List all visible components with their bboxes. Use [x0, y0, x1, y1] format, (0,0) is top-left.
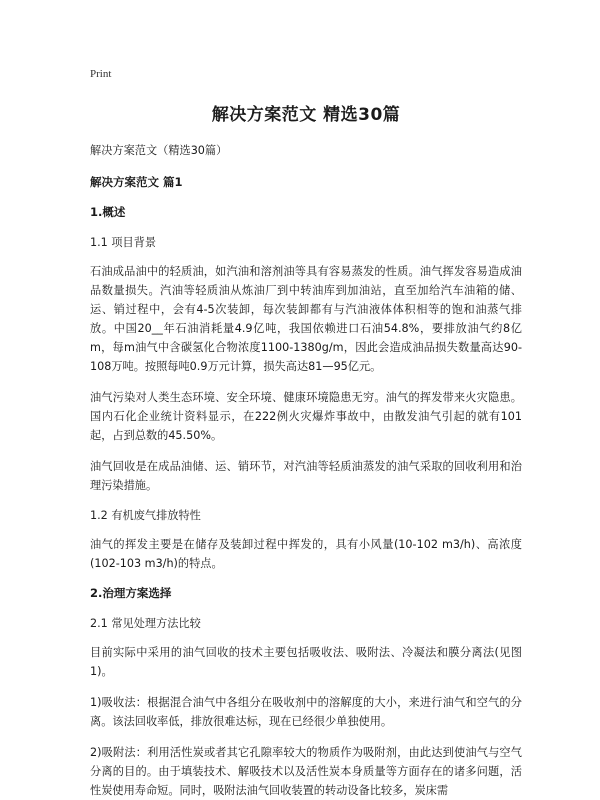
paragraph-1: 石油成品油中的轻质油，如汽油和溶剂油等具有容易蒸发的性质。油气挥发容易造成油品数量损失。汽油等轻质油从炼油厂到中转油库到加油站，直至加给汽车油箱的储、运、销过程中，会有4-5次装卸，每次装卸都有与汽油液体体积相等的饱和油蒸气排放。中国20__年石油消耗量4.9亿吨，我国依赖进口石油54.8%，要排放油气约8亿m，每m油气中含碳氢化合物浓度1100-1380g/m，因此会造成油品损失数量高达90-108万吨。按照每吨0.9万元计算，损失高达81—95亿元。	[90, 265, 522, 373]
heading-emission-characteristics: 1.2 有机废气排放特性	[90, 509, 201, 522]
paragraph-7: 2)吸附法：利用活性炭或者其它孔隙率较大的物质作为吸附剂，由此达到使油气与空气分离的目的。由于填装技术、解吸技术以及活性炭本身质量等方面存在的诸多问题，活性炭使用寿命短。同时，吸附法油气回收装置的转动设备比较多，炭床需	[90, 746, 522, 797]
subtitle: 解决方案范文（精选30篇）	[90, 144, 228, 157]
paragraph-2: 油气污染对人类生态环境、安全环境、健康环境隐患无穷。油气的挥发带来火灾隐患。国内石化企业统计资料显示，在222例火灾爆炸事故中，由散发油气引起的就有101起，占到总数的45.50%。	[90, 391, 522, 442]
section-heading: 解决方案范文 篇1	[90, 175, 183, 189]
print-label[interactable]: Print	[90, 68, 112, 80]
heading-method-comparison: 2.1 常见处理方法比较	[90, 617, 201, 630]
paragraph-4: 油气的挥发主要是在储存及装卸过程中挥发的，具有小风量(10-102 m3/h)、高浓度(102-103 m3/h)的特点。	[90, 538, 522, 570]
paragraph-3: 油气回收是在成品油储、运、销环节，对汽油等轻质油蒸发的油气采取的回收利用和治理污染措施。	[90, 460, 522, 492]
page-title: 解决方案范文 精选30篇	[211, 105, 401, 125]
heading-project-background: 1.1 项目背景	[90, 236, 157, 249]
heading-overview: 1.概述	[90, 205, 126, 219]
heading-treatment-selection: 2.治理方案选择	[90, 586, 172, 600]
paragraph-6: 1)吸收法：根据混合油气中各组分在吸收剂中的溶解度的大小，来进行油气和空气的分离。该法回收率低，排放很难达标，现在已经很少单独使用。	[90, 696, 522, 728]
paragraph-5: 目前实际中采用的油气回收的技术主要包括吸收法、吸附法、冷凝法和膜分离法(见图1)。	[90, 646, 522, 678]
